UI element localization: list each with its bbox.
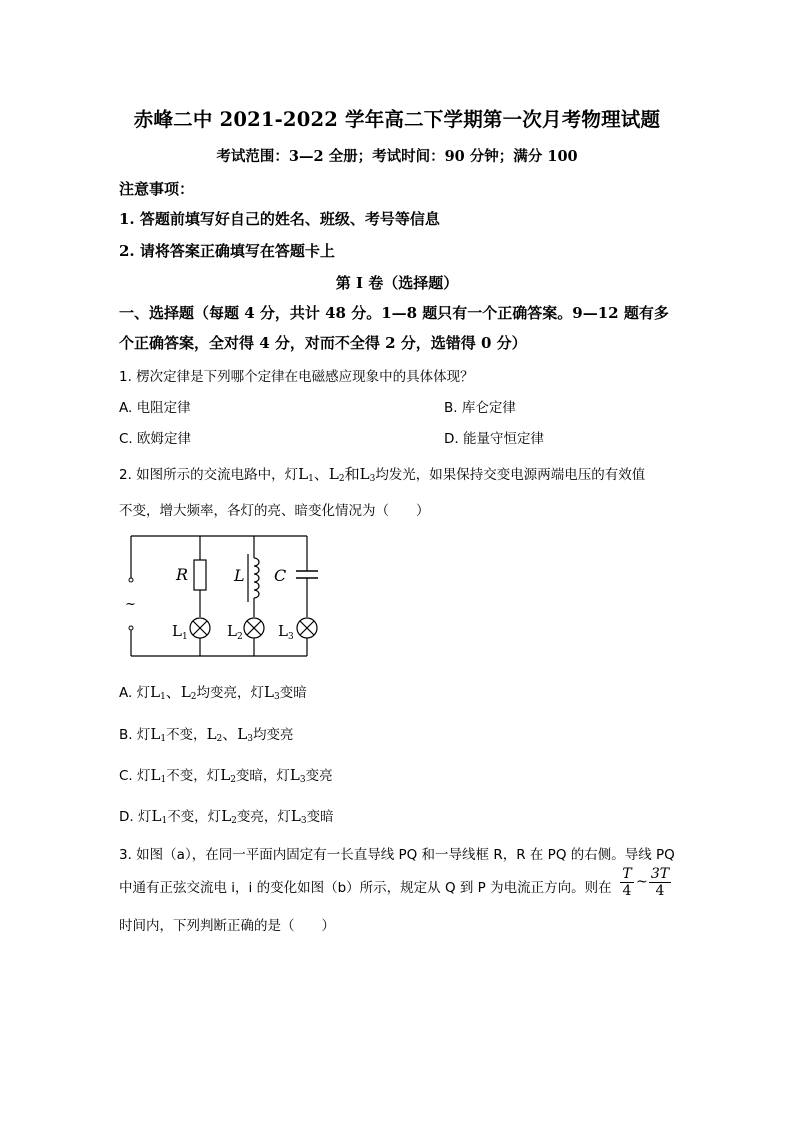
lamp-symbol: L [206, 725, 217, 743]
question-3-line1: 3. 如图（a），在同一平面内固定有一长直导线 PQ 和一导线框 R，R 在 PQ 的右侧。导线 PQ [119, 847, 675, 863]
opt-text: B. 灯 [119, 727, 151, 743]
question-1-option-b: B. 库仑定律 [444, 400, 516, 416]
question-1-option-a: A. 电阻定律 [119, 400, 191, 416]
lamp-subscript: 1 [308, 474, 314, 484]
fraction-t-over-4 [620, 866, 634, 899]
opt-text: 不变，灯 [167, 809, 222, 825]
lamp-letter: L [172, 622, 182, 640]
circuit-diagram [124, 530, 324, 660]
q2-and: 和 [344, 465, 360, 483]
question-1-option-c: C. 欧姆定律 [119, 431, 192, 447]
opt-text: C. 灯 [119, 768, 151, 784]
lamp-subscript: 2 [338, 474, 345, 484]
question-2-option-b [119, 723, 293, 744]
lamp-subscript: 3 [287, 632, 294, 642]
opt-text: 变暗 [279, 685, 307, 701]
note-item-2: 2. 请将答案正确填写在答题卡上 [119, 242, 335, 260]
question-1-stem: 1. 楞次定律是下列哪个定律在电磁感应现象中的具体体现？ [119, 369, 474, 385]
lamp-subscript: 1 [160, 775, 167, 785]
section-instructions-1: 一、选择题（每题 4 分，共计 48 分。1—8 题只有一个正确答案。9—12 题有多 [119, 304, 669, 322]
lamp-symbol: L [290, 807, 301, 825]
lamp-3-label [278, 622, 294, 642]
section-instructions-2: 个正确答案，全对得 4 分，对而不全得 2 分，选错得 0 分） [119, 334, 527, 352]
capacitor-label: C [274, 566, 287, 585]
question-3-line3: 时间内，下列判断正确的是（ ） [119, 918, 335, 934]
q2-text: 2. 如图所示的交流电路中，灯 [119, 467, 299, 483]
opt-text: 均变亮，灯 [196, 685, 265, 701]
lamp-subscript: 3 [273, 692, 280, 702]
notes-heading: 注意事项： [119, 180, 195, 198]
fraction-numerator: T [622, 866, 632, 882]
lamp-symbol: L [298, 465, 309, 483]
lamp-subscript: 3 [369, 474, 376, 484]
lamp-1-label [172, 622, 188, 642]
lamp-subscript: 3 [247, 734, 253, 744]
lamp-symbol: L [150, 725, 161, 743]
lamp-subscript: 1 [181, 632, 188, 642]
opt-text: 变暗 [306, 809, 334, 825]
lamp-subscript: 1 [160, 692, 166, 702]
lamp-subscript: 3 [300, 816, 307, 826]
lamp-subscript: 2 [216, 734, 223, 744]
question-1-option-d: D. 能量守恒定律 [444, 431, 544, 447]
lamp-subscript: 2 [231, 816, 237, 826]
q2-text: 均发光，如果保持交变电源两端电压的有效值 [375, 467, 646, 483]
fraction-denominator: 4 [622, 883, 632, 899]
ac-source-symbol: ~ [125, 597, 136, 612]
lamp-symbol: L [180, 683, 191, 701]
page-title: 赤峰二中 2021-2022 学年高二下学期第一次月考物理试题 [133, 108, 661, 131]
q2-sep: 、 [222, 725, 238, 743]
range-tilde: ~ [636, 874, 648, 890]
volume-heading: 第 I 卷（选择题） [335, 274, 459, 292]
fraction-3t-over-4 [649, 866, 671, 899]
lamp-symbol: L [150, 683, 161, 701]
lamp-letter: L [278, 622, 288, 640]
question-2-option-c [119, 764, 333, 785]
lamp-symbol: L [220, 766, 231, 784]
lamp-symbol: L [264, 683, 274, 701]
lamp-symbol: L [328, 465, 339, 483]
source-terminal [129, 626, 133, 630]
lamp-2-label [227, 622, 243, 642]
question-2-option-d [119, 805, 334, 826]
lamp-subscript: 2 [236, 632, 243, 642]
opt-text: 变亮，灯 [236, 809, 291, 825]
opt-text: A. 灯 [119, 685, 151, 701]
lamp-subscript: 2 [190, 692, 197, 702]
question-2-option-a [119, 681, 307, 702]
opt-text: 变亮 [305, 768, 333, 784]
question-3-line2: 中通有正弦交流电 i，i 的变化如图（b）所示，规定从 Q 到 P 为电流正方向。则在 [119, 880, 612, 896]
opt-text: 变暗，灯 [235, 768, 290, 784]
source-terminal [129, 578, 133, 582]
fraction-numerator: 3T [650, 866, 670, 882]
q2-sep: 、 [313, 465, 329, 483]
lamp-letter: L [227, 622, 237, 640]
lamp-symbol: L [151, 807, 162, 825]
lamp-subscript: 1 [161, 816, 168, 826]
fraction-denominator: 4 [655, 883, 665, 899]
opt-text: 不变， [166, 727, 207, 743]
lamp-subscript: 3 [299, 775, 306, 785]
lamp-symbol: L [221, 807, 232, 825]
question-2-stem-line2: 不变，增大频率，各灯的亮、暗变化情况为（ ） [119, 503, 430, 519]
lamp-symbol: L [237, 725, 248, 743]
opt-text: D. 灯 [119, 809, 152, 825]
lamp-symbol: L [289, 766, 300, 784]
opt-text: 均变亮 [252, 727, 294, 743]
question-2-stem-line1 [119, 463, 645, 484]
note-item-1: 1. 答题前填写好自己的姓名、班级、考号等信息 [119, 210, 440, 228]
exam-info: 考试范围：3—2 全册；考试时间：90 分钟；满分 100 [216, 148, 578, 165]
lamp-symbol: L [150, 766, 161, 784]
lamp-subscript: 1 [160, 734, 167, 744]
lamp-symbol: L [359, 465, 370, 483]
opt-text: 不变，灯 [166, 768, 221, 784]
resistor-label: R [176, 565, 189, 584]
q2-sep: 、 [165, 683, 181, 701]
lamp-subscript: 2 [230, 775, 236, 785]
inductor-label: L [234, 566, 245, 585]
